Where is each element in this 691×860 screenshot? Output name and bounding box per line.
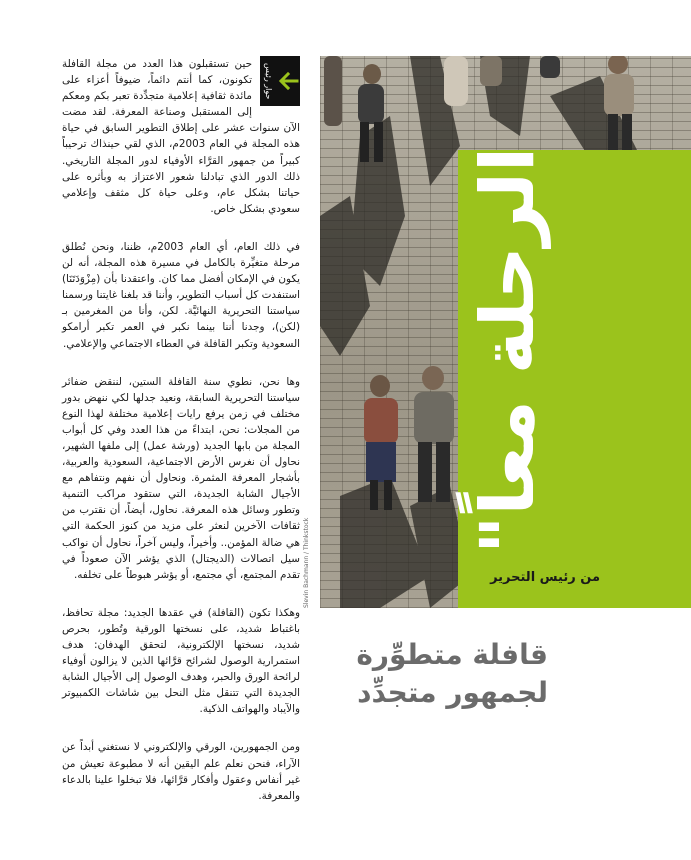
section-label: حوار رئيس: [260, 56, 276, 106]
paragraph-1-text: حين تستقبلون هذا العدد من مجلة القافلة تكونون، كما أنتم دائماً، ضيوفاً أعزاء على مائدة ثقافية إعلامية متجدِّدة تعبر بكم ومعكم إلى المستقبل وصناعة المعرفة. لقد مضت الآن سنوات عشر على إطلاق التطوير السابق في حياة هذه المجلة في العام 2003م، الذي لقي حينذاك ترحيباً كبيراً من جمهور القرَّاء الأوفياء لدور المجلة التاريخي. ذلك الدور الذي تبادلنا شعور الاعتزاز به وبأثره على حياتنا بشكل عام، وعلى حياة كل مثقف وإعلامي سعودي بشكل خاص.: [62, 58, 300, 215]
subtitle-line-1: قافلة متطوِّرة: [356, 638, 548, 671]
editorial-text-column: [62, 56, 300, 826]
paragraph-2: في ذلك العام، أي العام 2003م، ظننا، ونحن نُطلق مرحلة متغيِّرة بالكامل في مسيرة هذه المجلة، أنه لن يكون في الإمكان أفضل مما كان. واعتقدنا بأن (مِزْوَدَتَنَا) استنفدت كل أسباب التطوير، وأننا قد بلغنا غايتنا ورسمنا سياستنا التحريرية النهائيَّة. لكن، وأنا من المغرمين بـ (لكن)، وجدنا أننا بينما نكبر في العمر تكبر أرامكو السعودية وتكبر القافلة في العطاء الاجتماعي والإعلامي.: [62, 240, 300, 350]
back-arrow-icon[interactable]: [276, 56, 300, 106]
article-title: الرحلة معاً": [465, 146, 551, 554]
article-subtitle: [320, 636, 548, 712]
paragraph-5: ومن الجمهورين، الورقي والإلكتروني لا نستغني أبداً عن الآراء، فنحن نعلم علم اليقين أنه لا مطبوعة تعيش من غير أنفاس وعقول وأفكار قرَّائها، فلا تبخلوا علينا بالدعاء والمعرفة.: [62, 741, 300, 802]
paragraph-3: وها نحن، نطوي سنة القافلة الستين، لننقض ضفائر سياستنا التحريرية السابقة، ونعيد جدلها لكي ننهض بدور مختلف في زمن يرفع رايات إعلامية مختلفة لهذا النوع من المجلات: نحن، ابتداءً من هذا العدد وفي كل أبواب المجلة من بابها الجديد (ورشة عمل) إلى ملفها الشهير، نحاول أن نغرس الأرض الاجتماعية، السعودية والعربية، بأشجار المعرفة المثمرة. ونحاول أن نفهم ونتفاهم مع الأجيال الشابة الجديدة، التي ستقود مراكب التنمية وتطور وسائل هذه المعرفة. نحاول، أيضاً، أن نقترب من ثقافات الآخرين لنعثر على مزيد من كنوز الحكمة التي هي ضالة المؤمن.. وأخيراً، وليس آخراً، نحاول أن نواكب سيل اتصالات (الديجتال) الذي يؤشر الآن صعوداً في تقدم المجتمع، أي مجتمع، أو يؤشر هبوطاً على تخلفه.: [62, 375, 300, 581]
paragraph-4: وهكذا تكون (القافلة) في عقدها الجديد: مجلة تحافظ، باغتباط شديد، على نسختها الورقية وتُطور، بحرص شديد، نسختها الإلكترونية، لتحقق الهدفان: هدف استمرارية الوصول لشرائح قرَّائها الذين لا يزالون أوفياء لرائحة الورق والحبر، وهدف الوصول إلى الأجيال الشابة الجديدة التي تتنقل مثل النحل بين شاشات الكمبيوتر والآيباد والهواتف الذكية.: [62, 606, 300, 716]
photo-credit: Slevin Bachmann / Thinkstock: [303, 517, 310, 608]
author-byline: من رئيس التحرير: [490, 570, 600, 585]
section-badge: [260, 56, 300, 106]
paragraph-1: [62, 56, 300, 217]
subtitle-line-2: لجمهور متجدِّد: [357, 676, 548, 709]
